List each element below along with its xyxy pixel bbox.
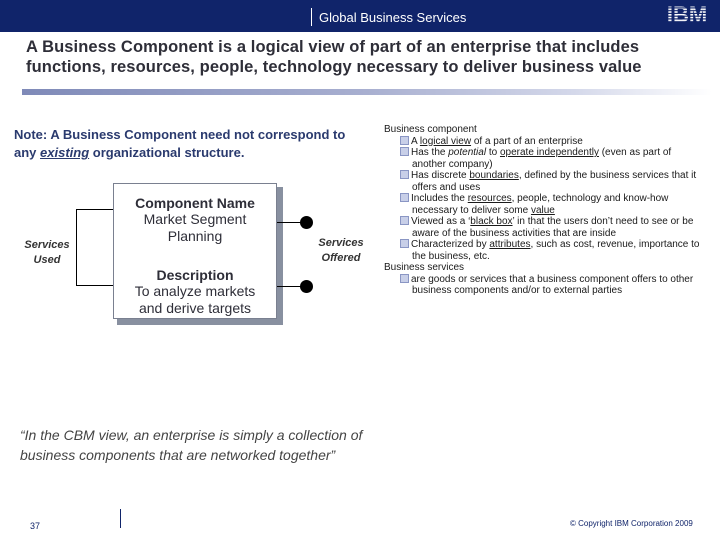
header-bar	[0, 0, 720, 32]
page-number: 37	[30, 521, 41, 531]
services-used-line-top	[76, 209, 113, 210]
list-item-text: value	[530, 204, 555, 216]
list-item-text: , people, technology and know-how necessary to deliver some	[412, 193, 669, 216]
list-item	[384, 136, 704, 148]
copyright-text: © Copyright IBM Corporation 2009	[570, 519, 693, 528]
checkbox-bullet-icon	[400, 136, 409, 145]
business-services-list	[384, 274, 704, 297]
component-name: Market Segment Planning	[143, 211, 247, 244]
checkbox-bullet-icon	[400, 170, 409, 179]
checkbox-bullet-icon	[400, 216, 409, 225]
ibm-logo	[664, 3, 710, 25]
header-divider	[311, 8, 312, 26]
header-title: Global Business Services	[319, 10, 467, 25]
component-name-label: Component Name	[135, 195, 255, 211]
list-item-text: Includes the	[411, 193, 468, 204]
list-item-text: Characterized by	[411, 239, 490, 250]
services-offered-dot-top	[300, 216, 313, 229]
list-item-text: Has the	[411, 147, 449, 158]
business-component-list	[384, 136, 704, 263]
slide-title: A Business Component is a logical view of part of an enterprise that includes functions, resources, people, technology necessary to deliver business value	[26, 38, 642, 76]
list-item-text: A	[411, 135, 420, 147]
list-item-text: , such as cost, revenue, importance to the business, etc.	[412, 239, 700, 262]
list-item-text: logical view	[419, 135, 472, 147]
list-item	[384, 274, 704, 297]
cbm-quote: “In the CBM view, an enterprise is simply a collection of business components that are networked together”	[20, 427, 363, 463]
checkbox-bullet-icon	[400, 193, 409, 202]
business-services-heading: Business services	[384, 262, 465, 273]
list-item	[384, 239, 704, 262]
list-item-text: attributes	[489, 239, 531, 250]
list-item	[384, 193, 704, 216]
note-emphasis: existing	[40, 145, 90, 160]
list-item-text: are goods or services that a business component offers to other business components and/or to external parties	[411, 273, 694, 296]
list-item	[384, 170, 704, 193]
list-item-text: to	[486, 147, 500, 158]
checkbox-bullet-icon	[400, 147, 409, 156]
list-item-text: Has discrete	[411, 170, 470, 181]
ibm-logo-text: IBM	[666, 3, 708, 25]
list-item-text: ’ in that the users don’t need to see or be aware of the business activities that are inside	[412, 216, 694, 239]
list-item-text: Viewed as a ‘	[411, 216, 471, 227]
services-used-line-bottom	[76, 285, 113, 286]
list-item-text: , defined by the business services that it offers and uses	[412, 170, 697, 193]
footer-divider	[120, 509, 121, 528]
services-used-label: Services Used	[24, 239, 70, 266]
business-component-heading: Business component	[384, 124, 477, 135]
list-item-text: resources	[467, 193, 512, 204]
list-item-text: (even as part of another company)	[412, 147, 672, 170]
list-item-text: black box	[470, 216, 513, 227]
title-underline-bar	[22, 89, 712, 95]
list-item	[384, 147, 704, 170]
list-item-text: of a part of an enterprise	[471, 135, 583, 147]
list-item-text: potential	[448, 147, 487, 158]
list-item-text: boundaries	[469, 170, 519, 181]
checkbox-bullet-icon	[400, 239, 409, 248]
list-item	[384, 216, 704, 239]
note-suffix: organizational structure.	[89, 145, 245, 160]
checkbox-bullet-icon	[400, 274, 409, 283]
note-text	[14, 126, 364, 162]
component-description: To analyze markets and derive targets	[134, 283, 256, 316]
list-item-text: operate independently	[499, 147, 599, 158]
definitions-panel	[384, 124, 704, 297]
services-offered-label: Services Offered	[318, 237, 364, 264]
description-label: Description	[156, 267, 234, 283]
component-box	[113, 183, 277, 319]
services-offered-dot-bottom	[300, 280, 313, 293]
note-prefix: Note: A Business Component need not correspond to any	[14, 127, 346, 160]
